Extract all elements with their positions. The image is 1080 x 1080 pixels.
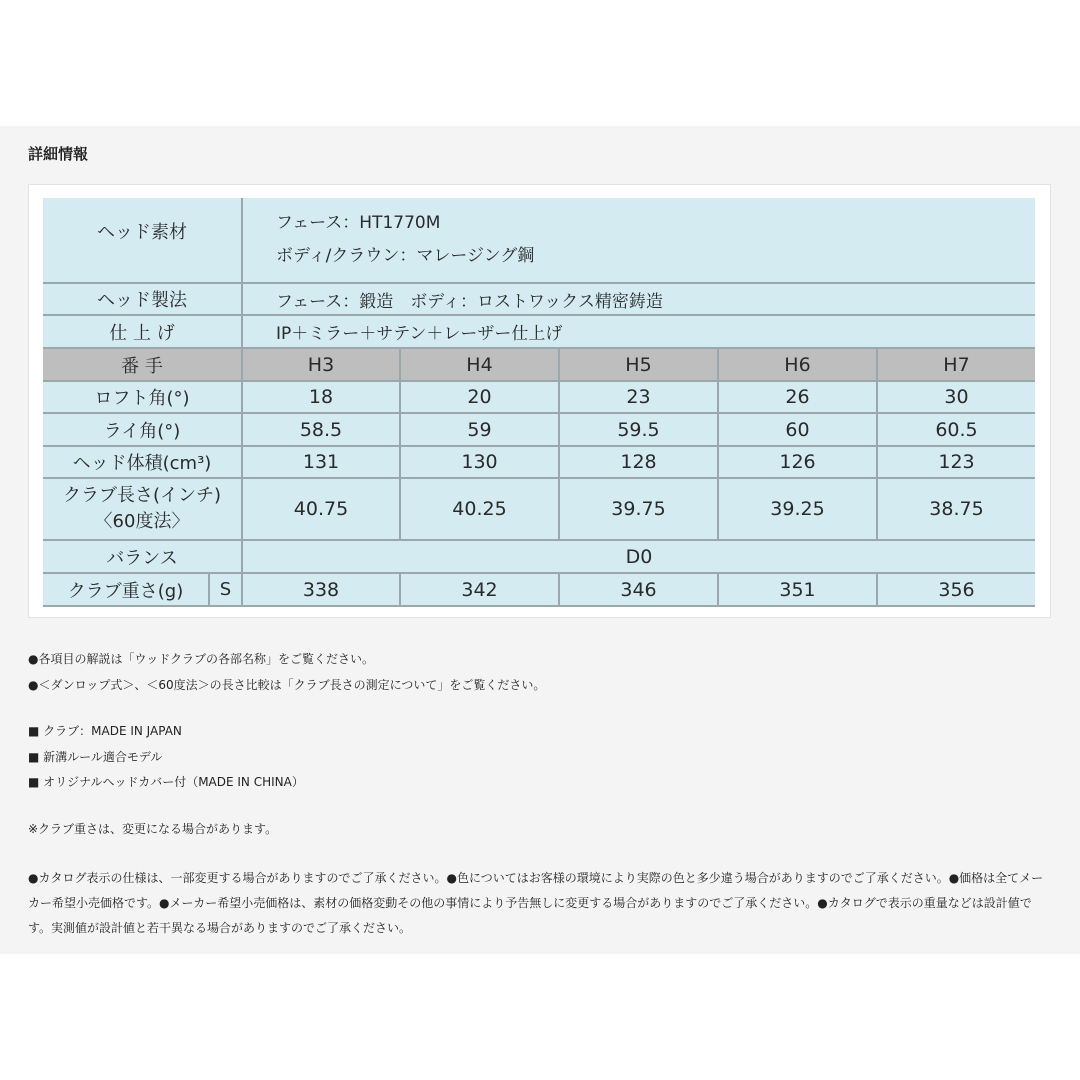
head-method-value: フェース：鍛造 ボディ：ロストワックス精密鋳造 xyxy=(242,283,1035,315)
weight-cell: 346 xyxy=(559,573,718,606)
note-made-in: ■ クラブ：MADE IN JAPAN xyxy=(28,724,182,738)
number-h5: H5 xyxy=(559,348,718,381)
note-groove-rule: ■ 新溝ルール適合モデル xyxy=(28,750,163,764)
lie-label: ライ角(°) xyxy=(43,413,242,446)
weight-cell: 338 xyxy=(242,573,400,606)
head-method-row xyxy=(43,283,1035,315)
weight-cell: 356 xyxy=(877,573,1035,606)
head-material-row xyxy=(43,198,1035,283)
volume-row xyxy=(43,446,1035,478)
weight-cell: 351 xyxy=(718,573,877,606)
finish-label: 仕 上 げ xyxy=(43,315,242,348)
length-cell: 39.75 xyxy=(559,478,718,540)
balance-label: バランス xyxy=(43,540,242,573)
loft-cell: 18 xyxy=(242,381,400,413)
spec-table xyxy=(43,198,1035,607)
length-label xyxy=(43,478,242,540)
length-row xyxy=(43,478,1035,540)
lie-cell: 58.5 xyxy=(242,413,400,446)
balance-row xyxy=(43,540,1035,573)
loft-label: ロフト角(°) xyxy=(43,381,242,413)
volume-cell: 128 xyxy=(559,446,718,478)
weight-flex: S xyxy=(209,573,242,606)
number-label: 番 手 xyxy=(43,348,242,381)
volume-cell: 130 xyxy=(400,446,559,478)
loft-cell: 20 xyxy=(400,381,559,413)
number-row xyxy=(43,348,1035,381)
loft-cell: 23 xyxy=(559,381,718,413)
finish-value: IP＋ミラー＋サテン＋レーザー仕上げ xyxy=(242,315,1035,348)
weight-row xyxy=(43,573,1035,606)
length-cell: 40.75 xyxy=(242,478,400,540)
head-material-line-2: ボディ/クラウン：マレージング鋼 xyxy=(276,246,535,266)
lie-cell: 60.5 xyxy=(877,413,1035,446)
length-cell: 39.25 xyxy=(718,478,877,540)
note-parts-names: ●各項目の解説は「ウッドクラブの各部名称」をご覧ください。 xyxy=(28,652,374,666)
lie-row xyxy=(43,413,1035,446)
loft-cell: 26 xyxy=(718,381,877,413)
length-label-line-1: クラブ長さ(インチ) xyxy=(62,485,222,506)
number-h7: H7 xyxy=(877,348,1035,381)
length-cell: 38.75 xyxy=(877,478,1035,540)
note-length-comparison: ●＜ダンロップ式＞、＜60度法＞の長さ比較は「クラブ長さの測定について」をご覧ください。 xyxy=(28,678,546,692)
number-h3: H3 xyxy=(242,348,400,381)
loft-cell: 30 xyxy=(877,381,1035,413)
weight-cell: 342 xyxy=(400,573,559,606)
weight-label: クラブ重さ(g) xyxy=(43,573,209,606)
volume-cell: 126 xyxy=(718,446,877,478)
lie-cell: 59 xyxy=(400,413,559,446)
finish-row xyxy=(43,315,1035,348)
lie-cell: 59.5 xyxy=(559,413,718,446)
number-h6: H6 xyxy=(718,348,877,381)
head-material-value xyxy=(242,198,1035,283)
head-method-label: ヘッド製法 xyxy=(43,283,242,315)
volume-label: ヘッド体積(cm³) xyxy=(43,446,242,478)
length-cell: 40.25 xyxy=(400,478,559,540)
section-title: 詳細情報 xyxy=(28,145,89,163)
note-headcover: ■ オリジナルヘッドカバー付（MADE IN CHINA） xyxy=(28,775,304,789)
head-material-line-1: フェース：HT1770M xyxy=(276,213,441,233)
volume-cell: 131 xyxy=(242,446,400,478)
balance-value: D0 xyxy=(242,540,1035,573)
lie-cell: 60 xyxy=(718,413,877,446)
disclaimer-text: ●カタログ表示の仕様は、一部変更する場合がありますのでご了承ください。●色についてはお客様の環境により実際の色と多少違う場合がありますのでご了承ください。●価格は全てメーカー希望小売価格です。●メーカー希望小売価格は、素材の価格変動その他の事情により予告無しに変更する場合がありますのでご了承ください。●カタログで表示の重量などは設計値です。実測値が設計値と若干異なる場合がありますのでご了承ください。 xyxy=(28,871,1044,935)
volume-cell: 123 xyxy=(877,446,1035,478)
loft-row xyxy=(43,381,1035,413)
head-material-label: ヘッド素材 xyxy=(43,198,242,283)
length-label-line-2: 〈60度法〉 xyxy=(94,511,190,532)
note-weight-change: ※クラブ重さは、変更になる場合があります。 xyxy=(28,822,278,836)
number-h4: H4 xyxy=(400,348,559,381)
